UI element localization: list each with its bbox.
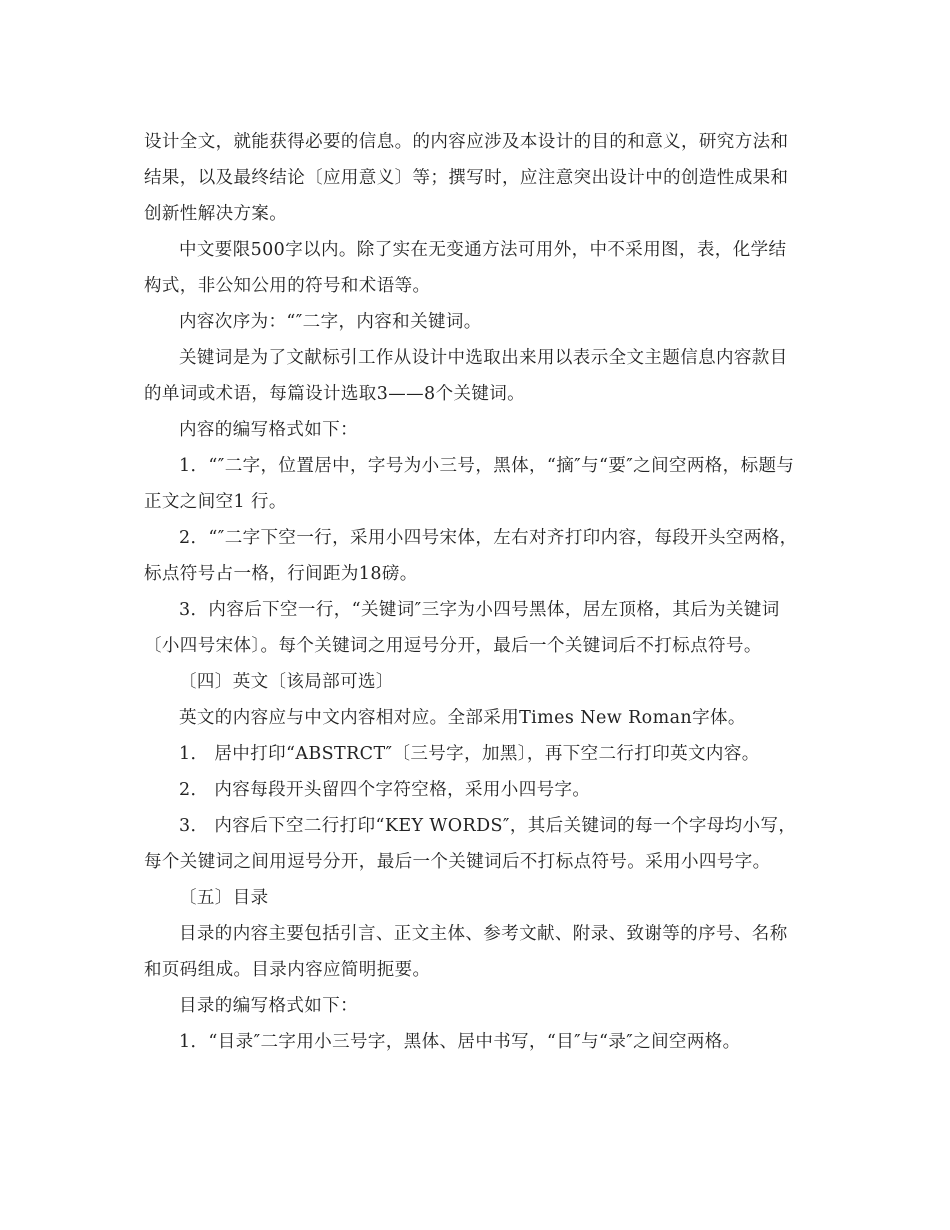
paragraph-13: 3． 内容后下空二行打印“KEY WORDS″，其后关键词的每一个字母均小写，每个关键词之间用逗号分开，最后一个关键词后不打标点符号。采用小四号字。 [144,816,797,872]
paragraph-15: 目录的内容主要包括引言、正文主体、参考文献、附录、致谢等的序号、名称和页码组成。目录内容应简明扼要。 [144,924,788,980]
paragraph-4: 关键词是为了文献标引工作从设计中选取出来用以表示全文主题信息内容款目的单词或术语，每篇设计选取3——8个关键词。 [144,348,788,404]
paragraph-10: 英文的内容应与中文内容相对应。全部采用Times New Roman字体。 [179,708,746,728]
paragraph-6: 1．“″二字，位置居中，字号为小三号，黑体，“摘″与“要″之间空两格，标题与正文之间空1 行。 [144,456,795,512]
paragraph-2: 中文要限500字以内。除了实在无变通方法可用外，中不采用图，表，化学结构式，非公知公用的符号和术语等。 [144,240,787,296]
paragraph-5: 内容的编写格式如下： [179,420,358,440]
paragraph-11: 1． 居中打印“ABSTRCT″〔三号字，加黑〕，再下空二行打印英文内容。 [179,744,760,764]
section-heading-5: 〔五〕目录 [179,888,269,908]
paragraph-12: 2． 内容每段开头留四个字符空格，采用小四号字。 [179,780,591,800]
paragraph-7: 2．“″二字下空一行，采用小四号宋体，左右对齐打印内容，每段开头空两格，标点符号占一格，行间距为18磅。 [144,528,798,584]
paragraph-16: 目录的编写格式如下： [179,996,358,1016]
paragraph-8: 3．内容后下空一行，“关键词″三字为小四号黑体，居左顶格，其后为关键词〔小四号宋体〕。每个关键词之用逗号分开，最后一个关键词后不打标点符号。 [144,600,780,656]
paragraph-1: 设计全文，就能获得必要的信息。的内容应涉及本设计的目的和意义，研究方法和结果，以及最终结论〔应用意义〕等；撰写时，应注意突出设计中的创造性成果和创新性解决方案。 [144,132,789,224]
section-heading-4: 〔四〕英文〔该局部可选〕 [179,672,394,692]
document-body [144,124,804,1060]
paragraph-3: 内容次序为：“″二字，内容和关键词。 [179,312,482,332]
paragraph-17: 1．“目录″二字用小三号字，黑体、居中书写，“目″与“录″之间空两格。 [179,1032,741,1052]
